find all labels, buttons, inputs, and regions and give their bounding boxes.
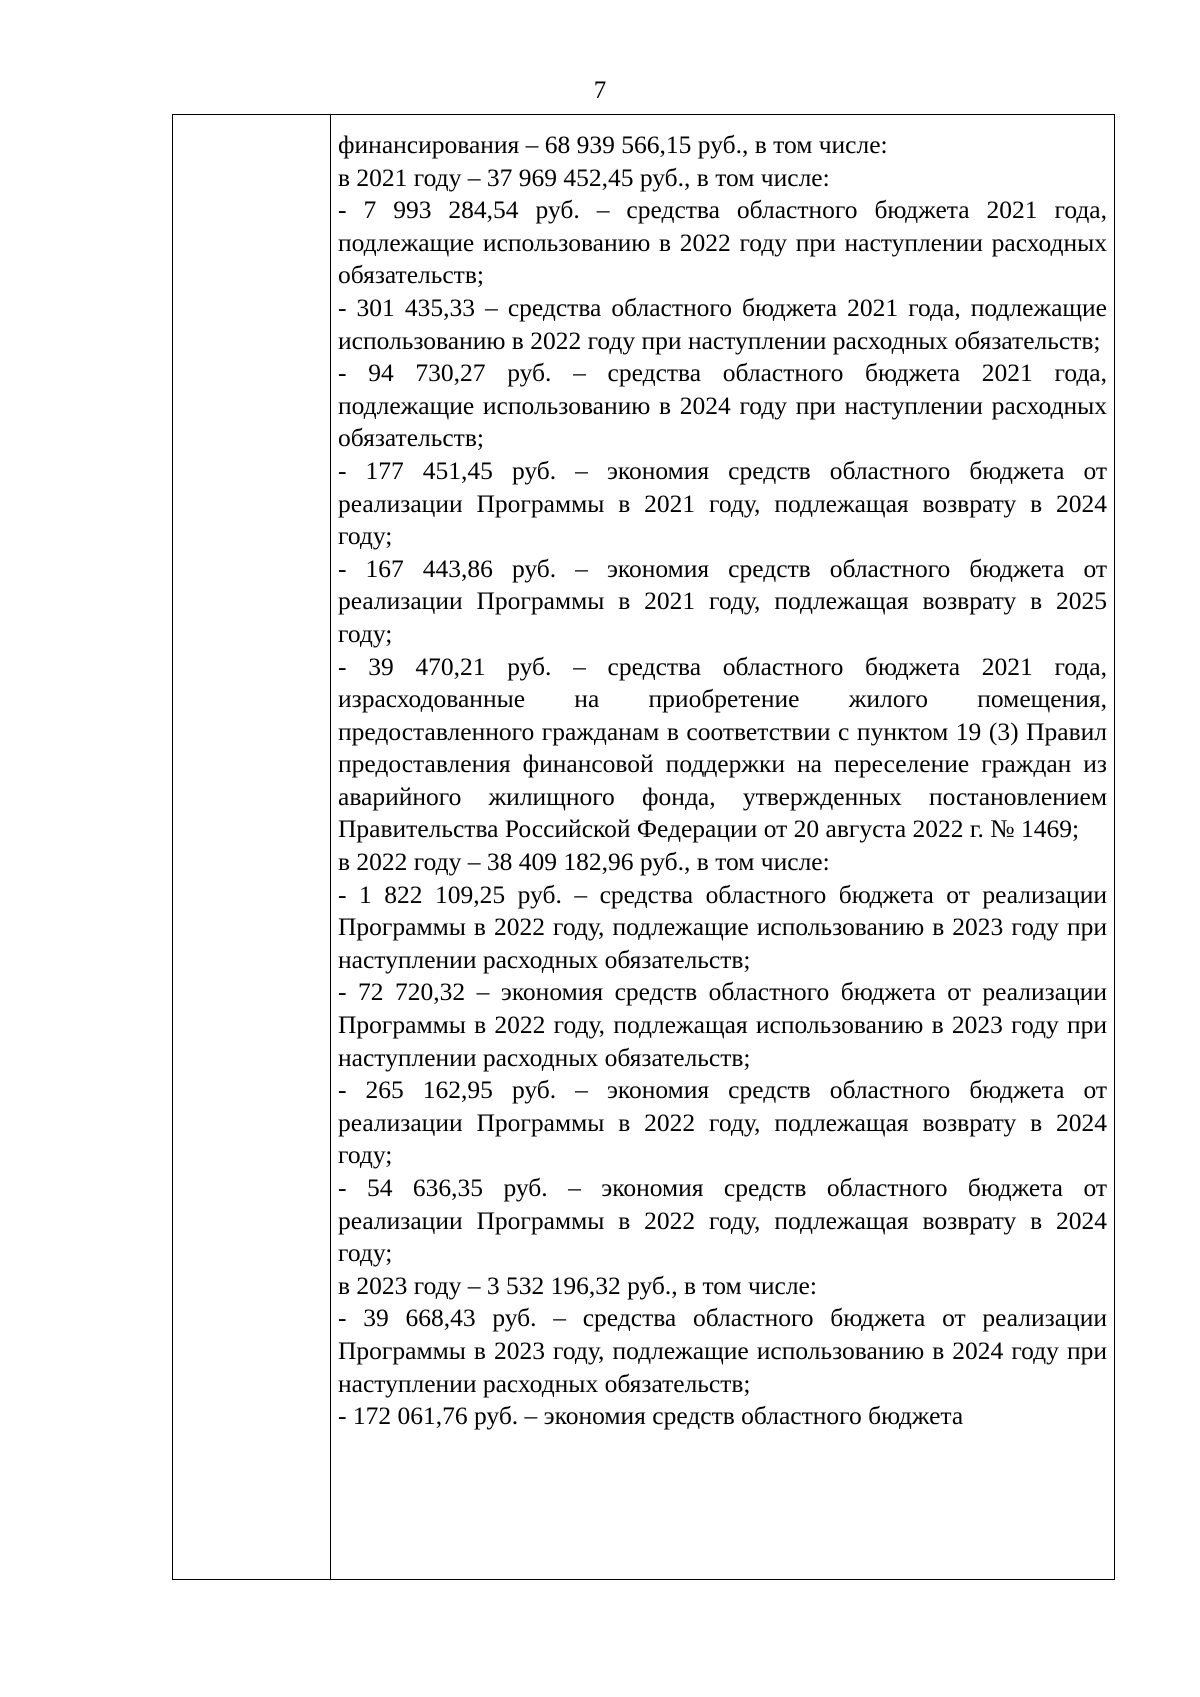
paragraph: - 1 822 109,25 руб. – средства областного бюджета от реализации Программы в 2022 году, подлежащие использованию в 2023 году при наступлении расходных обязательств; [338,879,1107,974]
paragraph: - 172 061,76 руб. – экономия средств областного бюджета [338,1401,964,1431]
paragraph: - 7 993 284,54 руб. – средства областного бюджета 2021 года, подлежащие использованию в 2022 году при наступлении расходных обязательств; [338,195,1107,290]
table-left-cell [173,115,331,1579]
paragraph: - 177 451,45 руб. – экономия средств областного бюджета от реализации Программы в 2021 году, подлежащая возврату в 2024 году; [338,455,1107,551]
paragraph: в 2021 году – 37 969 452,45 руб., в том числе: [338,162,830,192]
paragraph: - 39 668,43 руб. – средства областного бюджета от реализации Программы в 2023 году, подлежащие использованию в 2024 году при наступлении расходных обязательств; [338,1303,1107,1398]
paragraph: - 167 443,86 руб. – экономия средств областного бюджета от реализации Программы в 2021 году, подлежащая возврату в 2025 году; [338,553,1107,648]
paragraph: - 54 636,35 руб. – экономия средств областного бюджета от реализации Программы в 2022 году, подлежащая возврату в 2024 году; [338,1173,1107,1268]
paragraph: в 2022 году – 38 409 182,96 руб., в том числе: [338,847,830,877]
page-number: 7 [593,77,607,104]
paragraph: - 39 470,21 руб. – средства областного бюджета 2021 года, израсходованные на приобретение жилого помещения, предоставленного гражданам в соответствии с пунктом 19 (3) Правил предоставления финансовой поддержки на переселение граждан из аварийного жилищного фонда, утвержденных постановлением Правительства Российской Федерации от 20 августа 2022 г. № 1469; [338,651,1107,844]
paragraph: финансирования – 68 939 566,15 руб., в том числе: [338,130,888,159]
paragraph: - 265 162,95 руб. – экономия средств областного бюджета от реализации Программы в 2022 году, подлежащая возврату в 2024 году; [338,1075,1107,1170]
paragraph: в 2023 году – 3 532 196,32 руб., в том числе: [338,1270,817,1300]
paragraph: - 94 730,27 руб. – средства областного бюджета 2021 года, подлежащие использованию в 2024 году при наступлении расходных обязательств; [338,358,1107,453]
table-right-cell [331,115,1114,1579]
document-table [172,114,1115,1580]
paragraph: - 301 435,33 – средства областного бюджета 2021 года, подлежащие использованию в 2022 году при наступлении расходных обязательств; [338,292,1107,355]
paragraph: - 72 720,32 – экономия средств областного бюджета от реализации Программы в 2022 году, подлежащая использованию в 2023 году при наступлении расходных обязательств; [338,977,1107,1072]
